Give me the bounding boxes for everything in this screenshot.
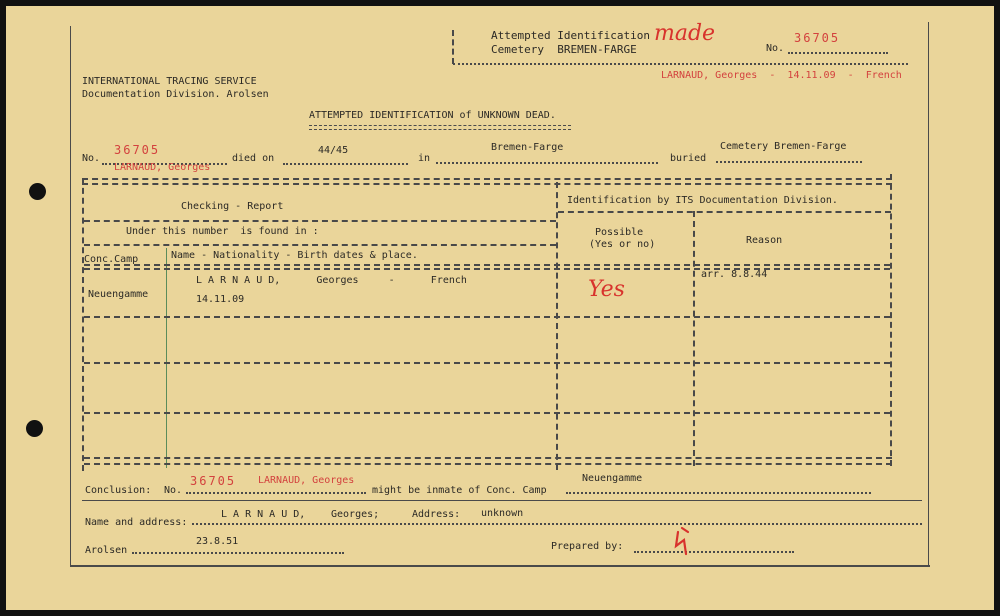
table-row1-reason: arr. 8.8.44 xyxy=(701,269,768,280)
table-right-border xyxy=(890,174,892,466)
conclusion-name: LARNAUD, Georges xyxy=(258,475,355,486)
table-row-line-3 xyxy=(84,412,890,414)
table-ident-underline xyxy=(558,211,891,213)
signature-mark xyxy=(672,526,700,560)
table-header-bottom-1 xyxy=(84,264,890,266)
table-reason-header: Reason xyxy=(746,235,783,246)
record-buried-label: buried xyxy=(670,153,707,164)
card-right-rule xyxy=(928,22,929,566)
title-underline xyxy=(309,125,571,130)
record-no-value: 36705 xyxy=(114,143,161,157)
record-died-label: died on xyxy=(232,153,275,164)
record-in-label: in xyxy=(418,153,431,164)
name-address-addr-label: Address: xyxy=(412,509,461,520)
table-yes-or-no: (Yes or no) xyxy=(589,239,656,250)
footer-date: 23.8.51 xyxy=(196,536,239,547)
page-title: ATTEMPTED IDENTIFICATION of UNKNOWN DEAD. xyxy=(309,110,556,121)
org-line2: Documentation Division. Arolsen xyxy=(82,89,269,100)
table-camp-divider xyxy=(166,248,167,468)
table-row-line-1 xyxy=(84,316,890,318)
punch-hole-bottom xyxy=(26,420,43,437)
subject-line: LARNAUD, Georges - 14.11.09 - French xyxy=(661,70,902,81)
table-reason-divider xyxy=(693,211,695,466)
header-no-label: No. xyxy=(766,43,785,54)
conclusion-rule xyxy=(82,500,922,501)
header-box-left xyxy=(452,30,454,64)
table-top-line-1 xyxy=(82,178,892,180)
header-label-cemetery: Cemetery BREMEN-FARGE xyxy=(491,43,637,56)
table-checking-header: Checking - Report xyxy=(181,201,284,212)
record-no-label: No. xyxy=(82,153,101,164)
record-place-dots xyxy=(436,162,658,164)
conclusion-camp: Neuengamme xyxy=(582,473,643,484)
record-died-value: 44/45 xyxy=(318,145,349,156)
table-top-line-2 xyxy=(82,183,892,185)
table-row1-name: L A R N A U D, Georges - French xyxy=(196,275,467,286)
index-card xyxy=(6,6,994,610)
table-bottom-line-2 xyxy=(84,463,892,465)
record-cemetery: Cemetery Bremen-Farge xyxy=(720,141,847,152)
table-possible-header: Possible xyxy=(595,227,644,238)
table-row-line-2 xyxy=(84,362,890,364)
name-address-label: Name and address: xyxy=(85,517,188,528)
table-row1-birth: 14.11.09 xyxy=(196,294,245,305)
record-name-under: LARNAUD, Georges xyxy=(114,162,211,173)
punch-hole-top xyxy=(29,183,46,200)
table-bottom-line-1 xyxy=(84,457,892,459)
table-under-number: Under this number is found in : xyxy=(126,226,319,237)
conclusion-no-value: 36705 xyxy=(190,474,237,488)
handwritten-made: made xyxy=(654,21,716,46)
conclusion-dots xyxy=(186,492,366,494)
table-identification-header: Identification by ITS Documentation Division. xyxy=(567,195,838,206)
name-address-name: L A R N A U D, xyxy=(221,509,306,520)
conclusion-label: Conclusion: xyxy=(85,485,152,496)
record-died-dots xyxy=(283,163,408,165)
name-address-addr-value: unknown xyxy=(481,508,524,519)
header-label-attempted: Attempted Identification xyxy=(491,29,650,42)
table-under-underline xyxy=(84,244,556,246)
header-box-bottom xyxy=(453,63,908,65)
conclusion-text: might be inmate of Conc. Camp xyxy=(372,485,547,496)
conclusion-no-label: No. xyxy=(164,485,183,496)
record-cemetery-dots xyxy=(716,161,862,163)
org-line1: INTERNATIONAL TRACING SERVICE xyxy=(82,76,257,87)
footer-place-dots xyxy=(132,552,344,554)
table-row1-camp: Neuengamme xyxy=(88,289,149,300)
table-col-name: Name - Nationality - Birth dates & place. xyxy=(171,250,418,261)
header-no-dots xyxy=(788,52,888,54)
footer-prepared-label: Prepared by: xyxy=(551,541,624,552)
card-left-rule xyxy=(70,26,71,566)
table-header-bottom-2 xyxy=(84,268,890,270)
footer-prepared-dots xyxy=(634,551,794,553)
header-no-value: 36705 xyxy=(794,31,841,45)
table-mid-divider xyxy=(556,182,558,470)
table-checking-underline xyxy=(84,220,556,222)
name-address-dots xyxy=(192,523,922,525)
record-place: Bremen-Farge xyxy=(491,142,564,153)
conclusion-camp-dots xyxy=(566,492,871,494)
footer-place: Arolsen xyxy=(85,545,128,556)
table-col-camp: Conc.Camp xyxy=(84,254,139,265)
footer-bottom-rule xyxy=(70,565,930,567)
table-row1-possible-handwritten: Yes xyxy=(588,277,625,302)
name-address-first: Georges; xyxy=(331,509,380,520)
